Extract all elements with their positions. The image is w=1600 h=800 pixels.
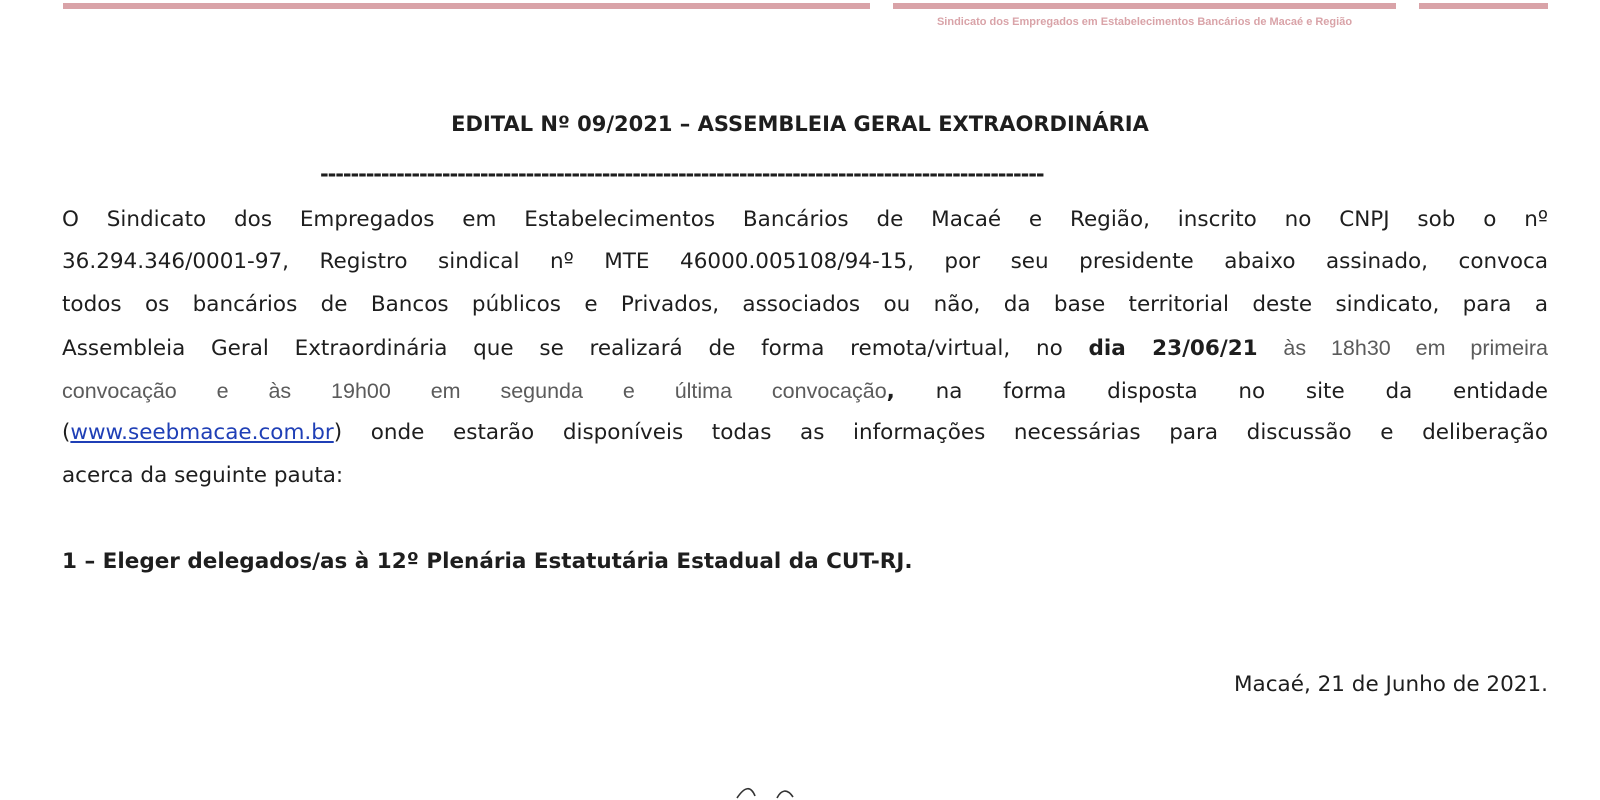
letterhead-rule-left: [63, 3, 870, 9]
paragraph-text: ) onde estarão disponíveis todas as informações necessárias para discussão e deliberação: [333, 420, 1548, 445]
assembly-date: dia 23/06/21: [1088, 336, 1258, 361]
letterhead-organization: Sindicato dos Empregados em Estabelecimentos Bancários de Macaé e Região: [936, 16, 1353, 28]
paragraph-line: [62, 418, 1548, 448]
paragraph-line: acerca da seguinte pauta:: [62, 463, 344, 488]
letterhead-rule-right: [1419, 3, 1548, 9]
paragraph-text: (: [62, 420, 71, 445]
paragraph-line: [62, 333, 1548, 364]
agenda-item: 1 – Eleger delegados/as à 12º Plenária Estatutária Estadual da CUT-RJ.: [62, 549, 913, 574]
paragraph-comma: ,: [886, 379, 895, 404]
paragraph-text: na forma disposta no site da entidade: [935, 379, 1548, 404]
first-call-time: às 18h30 em primeira: [1283, 336, 1549, 360]
second-call-time: convocação e às 19h00 em segunda e última convocação: [62, 379, 887, 403]
paragraph-line: O Sindicato dos Empregados em Estabelecimentos Bancários de Macaé e Região, inscrito no CNPJ sob o nº: [62, 207, 1548, 232]
letterhead-rule-middle: [893, 3, 1396, 9]
document-title: EDITAL Nº 09/2021 – ASSEMBLEIA GERAL EXTRAORDINÁRIA: [451, 112, 1149, 136]
title-separator: -----------------------------------------------------------------------------------------------: [320, 162, 1044, 186]
website-link[interactable]: www.seebmacae.com.br: [70, 420, 334, 445]
paragraph-line: [62, 376, 1548, 407]
paragraph-text: Assembleia Geral Extraordinária que se realizará de forma remota/virtual, no: [62, 336, 1063, 361]
signature-fragment: [735, 782, 815, 800]
paragraph-line: 36.294.346/0001-97, Registro sindical nº MTE 46000.005108/94-15, por seu presidente abaixo assinado, convoca: [62, 249, 1548, 274]
paragraph-line: todos os bancários de Bancos públicos e Privados, associados ou não, da base territorial deste sindicato, para a: [62, 292, 1548, 317]
place-date: Macaé, 21 de Junho de 2021.: [1234, 672, 1548, 697]
